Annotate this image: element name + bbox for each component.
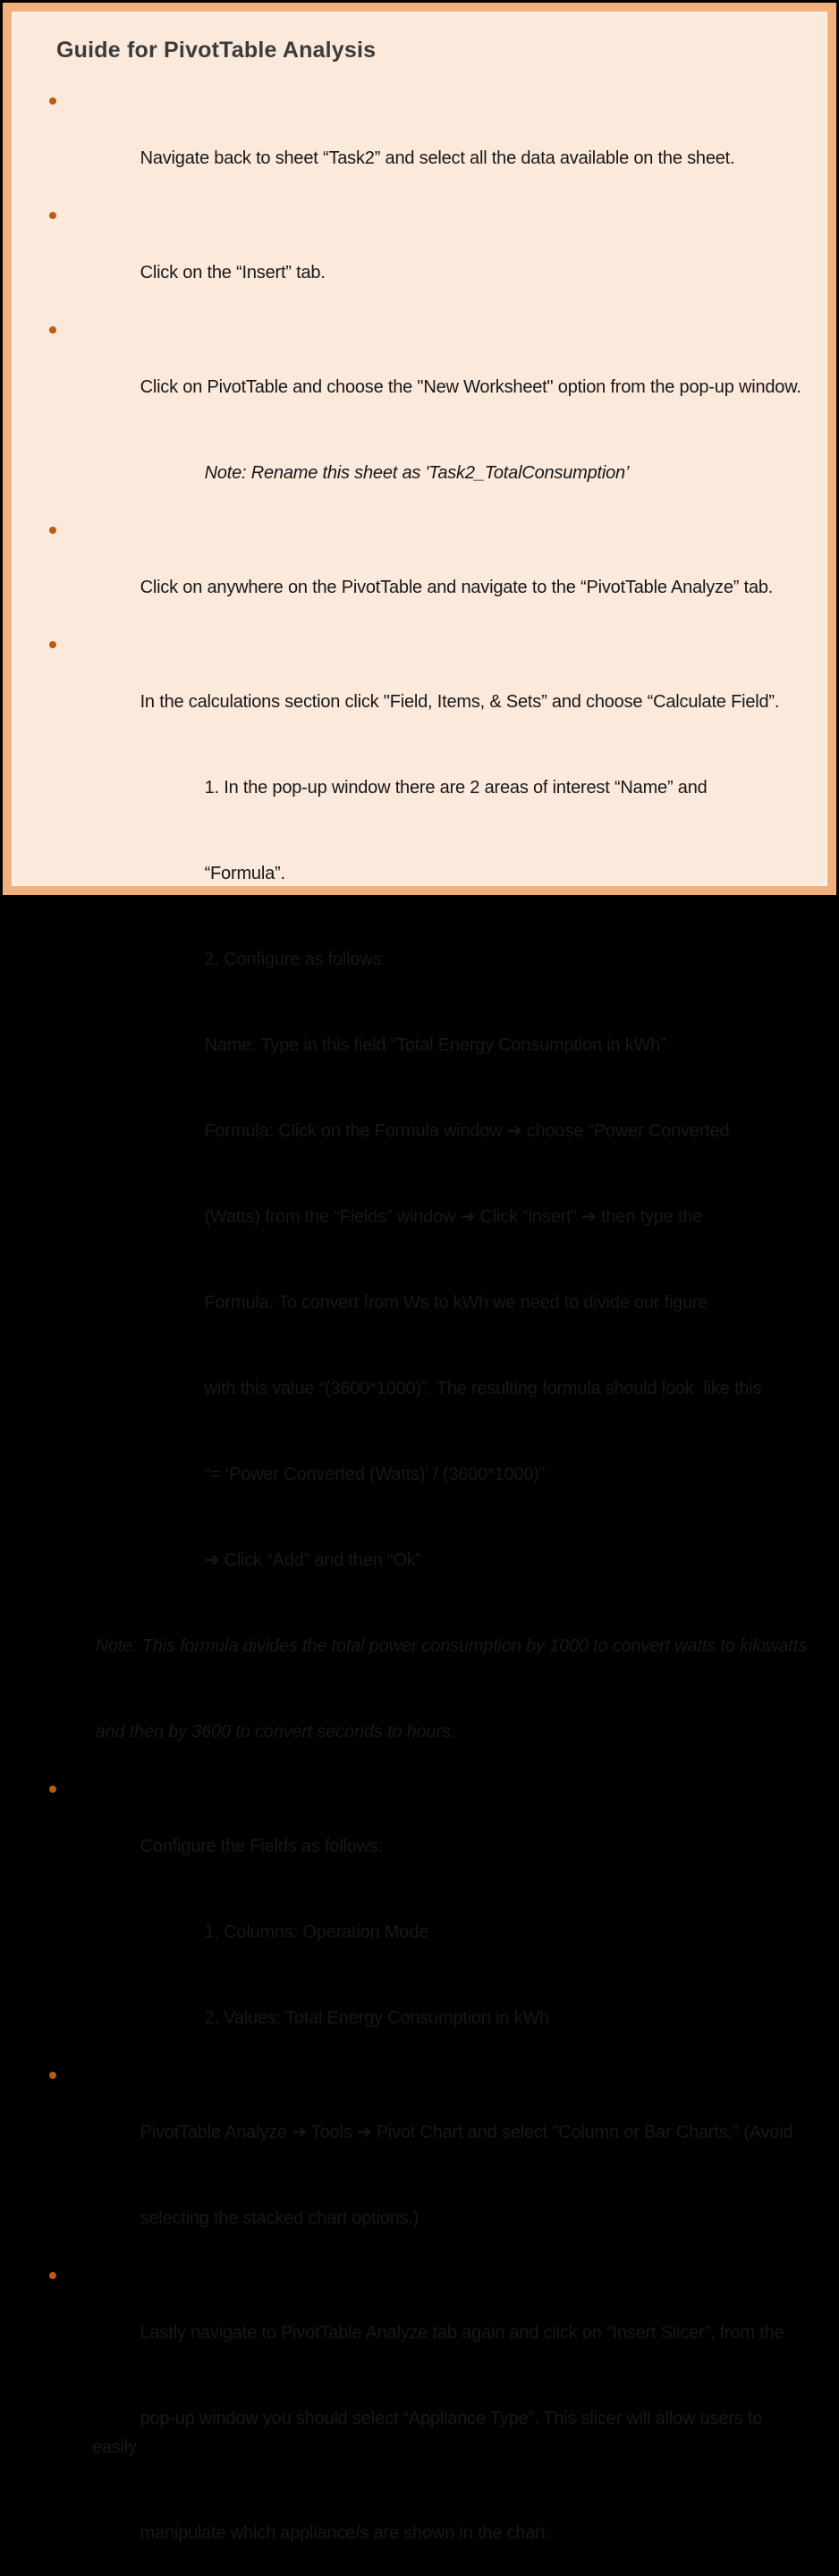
formula-line [47, 1432, 809, 1517]
sub-step-line [47, 916, 809, 1002]
bullet-icon [49, 1786, 56, 1793]
sub-step-line [47, 1889, 809, 1975]
instruction-text: manipulate which appliance/s are shown in the chart. [140, 2523, 551, 2543]
instruction-text: Navigate back to sheet “Task2” and select all the data available on the sheet. [140, 148, 735, 168]
instruction-line [47, 630, 809, 745]
content-panel [3, 3, 836, 2543]
instruction-list [47, 87, 809, 2576]
content-area [12, 12, 827, 2576]
instruction-text: “= ‘Power Converted (Watts)’ / (3600*1000)” [204, 1465, 546, 1484]
instruction-text: 2. Configure as follows: [204, 950, 386, 969]
instruction-line [47, 2061, 809, 2175]
instruction-text: 2. Values: Total Energy Consumption in kWh [204, 2008, 550, 2028]
sub-step-line [47, 831, 809, 916]
instruction-text: “Formula”. [204, 864, 285, 883]
instruction-text: (Watts) from the “Fields” window ➔ Click “insert” ➔ then type the [204, 1207, 703, 1227]
bullet-icon [49, 2072, 56, 2079]
instruction-text: and then by 3600 to convert seconds to hours. [95, 1722, 455, 1742]
note-line [47, 1689, 809, 1775]
page-title: Guide for PivotTable Analysis [56, 38, 377, 63]
instruction-text: 1. In the pop-up window there are 2 areas of interest “Name” and [204, 778, 708, 798]
instruction-line [47, 1775, 809, 1889]
instruction-line [47, 87, 809, 201]
bullet-icon [49, 97, 56, 105]
instruction-text: Lastly navigate to PivotTable Analyze tab again and click on “Insert Slicer”, from the [140, 2323, 784, 2343]
instruction-text: Click on PivotTable and choose the "New Worksheet" option from the pop-up window. [140, 377, 801, 397]
bullet-icon [49, 641, 56, 648]
bullet-icon [49, 2272, 56, 2279]
instruction-text: Configure the Fields as follows: [140, 1837, 384, 1856]
instruction-line [47, 516, 809, 630]
continuation-line [47, 2376, 809, 2490]
note-line [47, 1603, 809, 1689]
instruction-line [47, 316, 809, 430]
bullet-icon [49, 212, 56, 219]
continuation-line [47, 2490, 809, 2576]
instruction-line [47, 2261, 809, 2376]
instruction-text: Formula. To convert from Ws to kWh we need to divide our figure [204, 1293, 708, 1313]
instruction-text: Formula: Click on the Formula window ➔ choose “Power Converted [204, 1121, 730, 1141]
bullet-icon [49, 527, 56, 534]
instruction-text: ➔ Click “Add” and then “Ok” [204, 1550, 422, 1570]
sub-step-line [47, 745, 809, 831]
instruction-text: selecting the stacked chart options.) [140, 2209, 420, 2228]
sub-step-line [47, 1975, 809, 2061]
instruction-text: 1. Columns: Operation Mode [204, 1922, 429, 1942]
instruction-line [47, 201, 809, 316]
sub-step-line [47, 1002, 809, 1088]
instruction-text: pop-up window you should select “Appliance Type”. This slicer will allow users to easily [92, 2409, 767, 2457]
instruction-text: Click on anywhere on the PivotTable and navigate to the “PivotTable Analyze” tab. [140, 578, 774, 597]
instruction-text: Name: Type in this field “Total Energy Consumption in kWh” [204, 1035, 666, 1055]
instruction-text: Note: This formula divides the total power consumption by 1000 to convert watts to kilowatts [95, 1636, 807, 1656]
bullet-icon [49, 326, 56, 334]
instruction-text: PivotTable Analyze ➔ Tools ➔ Pivot Chart and select "Column or Bar Charts." (Avoid [140, 2123, 793, 2142]
sub-step-line [47, 1260, 809, 1346]
sub-step-line [47, 1517, 809, 1603]
instruction-text: Click on the “Insert” tab. [140, 263, 326, 283]
sub-step-line [47, 1346, 809, 1432]
instruction-text: with this value “(3600*1000)”. The resulting formula should look like this [204, 1379, 762, 1398]
note-line [47, 430, 809, 516]
sub-step-line [47, 1174, 809, 1260]
instruction-text: Note: Rename this sheet as 'Task2_TotalConsumption’ [204, 463, 630, 483]
continuation-line [47, 2175, 809, 2261]
instruction-text: In the calculations section click "Field, Items, & Sets” and choose “Calculate Field”. [140, 692, 780, 712]
sub-step-line [47, 1088, 809, 1174]
